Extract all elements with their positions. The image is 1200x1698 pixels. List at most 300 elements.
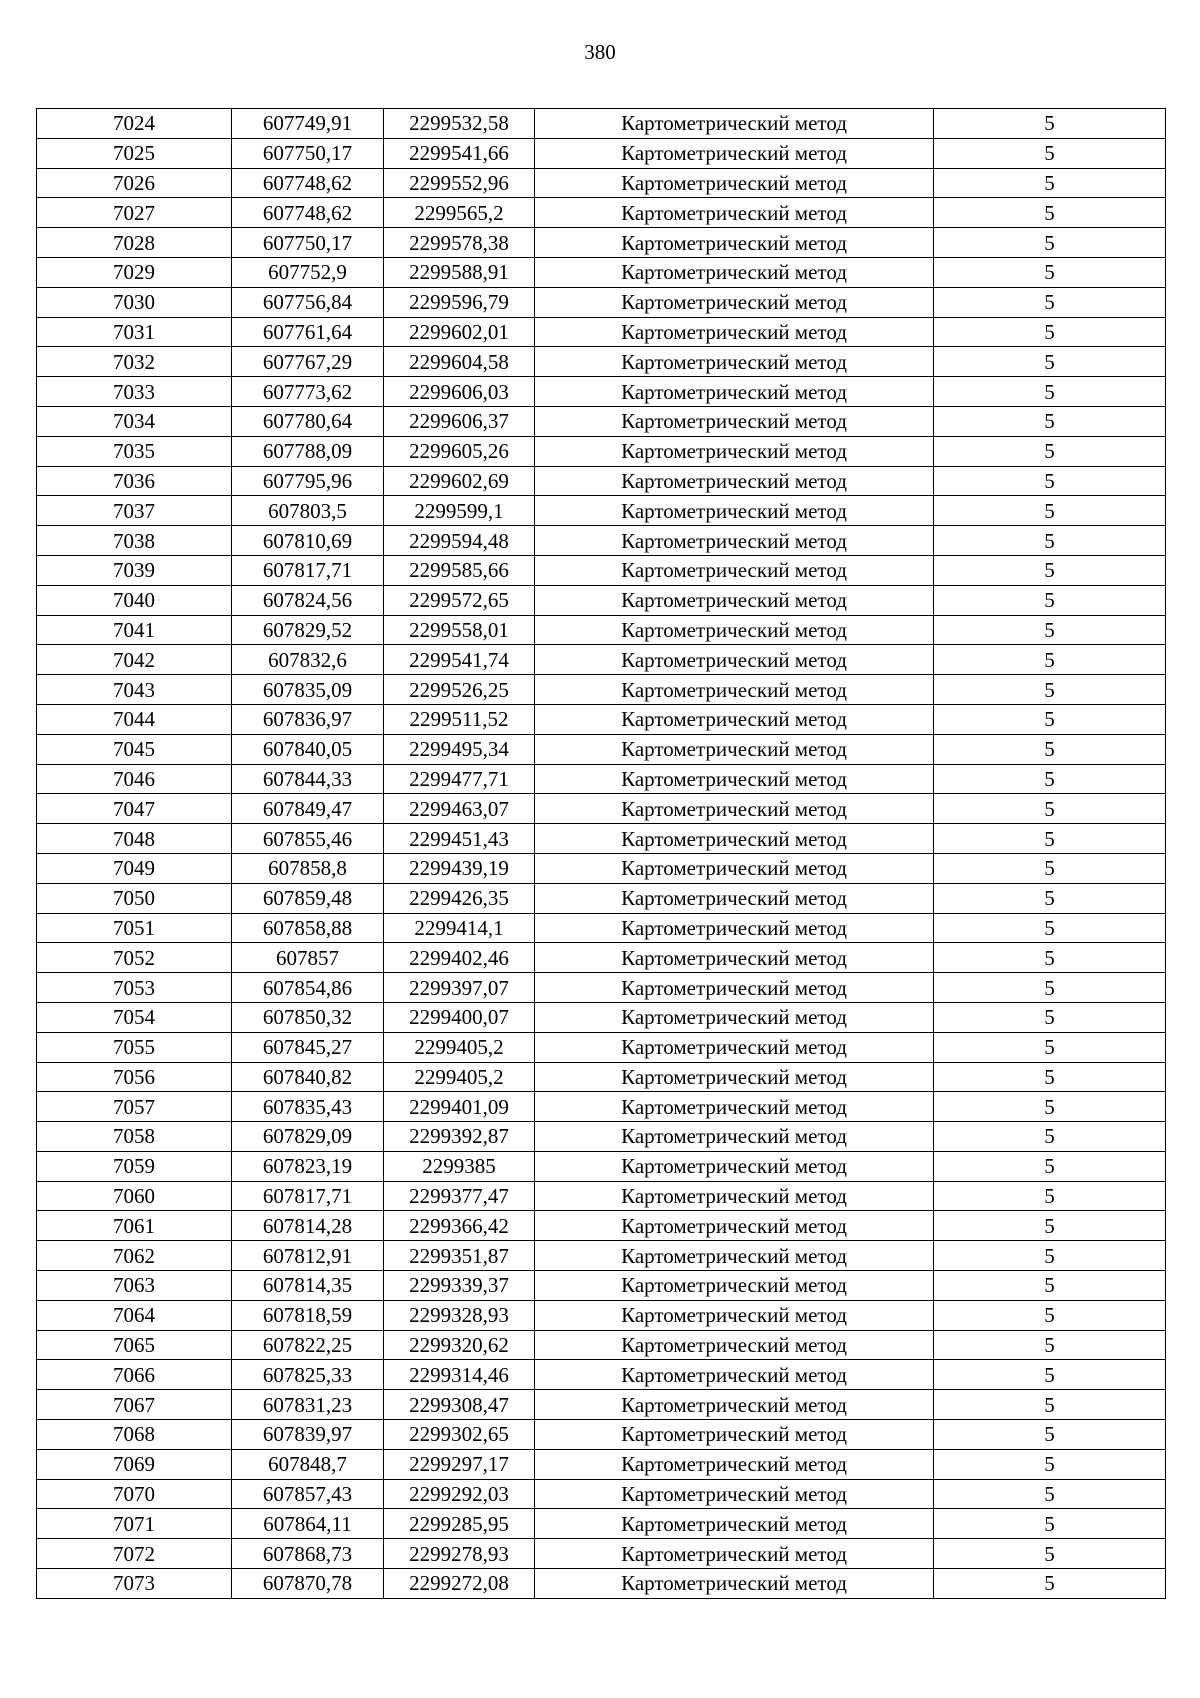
table-row [37, 1151, 1166, 1181]
point-number-cell: 7066 [37, 1360, 232, 1390]
point-number-cell: 7036 [37, 466, 232, 496]
x-coordinate-cell: 607835,43 [232, 1092, 384, 1122]
point-number-cell: 7032 [37, 347, 232, 377]
y-coordinate-cell: 2299405,2 [384, 1032, 535, 1062]
point-number-cell: 7060 [37, 1181, 232, 1211]
point-number-cell: 7058 [37, 1122, 232, 1152]
method-cell: Картометрический метод [535, 1092, 934, 1122]
table-row [37, 1271, 1166, 1301]
point-number-cell: 7035 [37, 436, 232, 466]
accuracy-cell: 5 [934, 585, 1166, 615]
accuracy-cell: 5 [934, 913, 1166, 943]
method-cell: Картометрический метод [535, 1360, 934, 1390]
y-coordinate-cell: 2299285,95 [384, 1509, 535, 1539]
method-cell: Картометрический метод [535, 1122, 934, 1152]
y-coordinate-cell: 2299366,42 [384, 1211, 535, 1241]
y-coordinate-cell: 2299552,96 [384, 168, 535, 198]
x-coordinate-cell: 607748,62 [232, 198, 384, 228]
table-row [37, 1569, 1166, 1599]
x-coordinate-cell: 607868,73 [232, 1539, 384, 1569]
y-coordinate-cell: 2299602,69 [384, 466, 535, 496]
y-coordinate-cell: 2299605,26 [384, 436, 535, 466]
point-number-cell: 7024 [37, 109, 232, 139]
y-coordinate-cell: 2299439,19 [384, 853, 535, 883]
method-cell: Картометрический метод [535, 377, 934, 407]
table-row [37, 287, 1166, 317]
accuracy-cell: 5 [934, 1062, 1166, 1092]
y-coordinate-cell: 2299596,79 [384, 287, 535, 317]
accuracy-cell: 5 [934, 555, 1166, 585]
x-coordinate-cell: 607840,05 [232, 734, 384, 764]
method-cell: Картометрический метод [535, 1002, 934, 1032]
accuracy-cell: 5 [934, 109, 1166, 139]
accuracy-cell: 5 [934, 138, 1166, 168]
x-coordinate-cell: 607850,32 [232, 1002, 384, 1032]
accuracy-cell: 5 [934, 1449, 1166, 1479]
y-coordinate-cell: 2299302,65 [384, 1420, 535, 1450]
accuracy-cell: 5 [934, 645, 1166, 675]
table-row [37, 615, 1166, 645]
x-coordinate-cell: 607864,11 [232, 1509, 384, 1539]
accuracy-cell: 5 [934, 377, 1166, 407]
x-coordinate-cell: 607822,25 [232, 1330, 384, 1360]
accuracy-cell: 5 [934, 1181, 1166, 1211]
table-row [37, 883, 1166, 913]
point-number-cell: 7037 [37, 496, 232, 526]
y-coordinate-cell: 2299495,34 [384, 734, 535, 764]
method-cell: Картометрический метод [535, 1479, 934, 1509]
accuracy-cell: 5 [934, 198, 1166, 228]
point-number-cell: 7038 [37, 526, 232, 556]
y-coordinate-cell: 2299532,58 [384, 109, 535, 139]
method-cell: Картометрический метод [535, 943, 934, 973]
method-cell: Картометрический метод [535, 287, 934, 317]
method-cell: Картометрический метод [535, 1032, 934, 1062]
accuracy-cell: 5 [934, 1390, 1166, 1420]
table-row [37, 794, 1166, 824]
method-cell: Картометрический метод [535, 794, 934, 824]
y-coordinate-cell: 2299585,66 [384, 555, 535, 585]
x-coordinate-cell: 607858,8 [232, 853, 384, 883]
x-coordinate-cell: 607761,64 [232, 317, 384, 347]
y-coordinate-cell: 2299477,71 [384, 764, 535, 794]
point-number-cell: 7059 [37, 1151, 232, 1181]
x-coordinate-cell: 607780,64 [232, 406, 384, 436]
accuracy-cell: 5 [934, 1360, 1166, 1390]
x-coordinate-cell: 607844,33 [232, 764, 384, 794]
y-coordinate-cell: 2299405,2 [384, 1062, 535, 1092]
table-row [37, 585, 1166, 615]
x-coordinate-cell: 607831,23 [232, 1390, 384, 1420]
x-coordinate-cell: 607858,88 [232, 913, 384, 943]
y-coordinate-cell: 2299351,87 [384, 1241, 535, 1271]
point-number-cell: 7053 [37, 973, 232, 1003]
method-cell: Картометрический метод [535, 1181, 934, 1211]
accuracy-cell: 5 [934, 704, 1166, 734]
method-cell: Картометрический метод [535, 555, 934, 585]
point-number-cell: 7033 [37, 377, 232, 407]
method-cell: Картометрический метод [535, 1420, 934, 1450]
x-coordinate-cell: 607848,7 [232, 1449, 384, 1479]
method-cell: Картометрический метод [535, 406, 934, 436]
table-row [37, 555, 1166, 585]
table-row [37, 1002, 1166, 1032]
x-coordinate-cell: 607870,78 [232, 1569, 384, 1599]
y-coordinate-cell: 2299414,1 [384, 913, 535, 943]
method-cell: Картометрический метод [535, 347, 934, 377]
y-coordinate-cell: 2299392,87 [384, 1122, 535, 1152]
point-number-cell: 7047 [37, 794, 232, 824]
y-coordinate-cell: 2299572,65 [384, 585, 535, 615]
point-number-cell: 7039 [37, 555, 232, 585]
method-cell: Картометрический метод [535, 883, 934, 913]
x-coordinate-cell: 607748,62 [232, 168, 384, 198]
method-cell: Картометрический метод [535, 615, 934, 645]
accuracy-cell: 5 [934, 496, 1166, 526]
point-number-cell: 7061 [37, 1211, 232, 1241]
method-cell: Картометрический метод [535, 764, 934, 794]
method-cell: Картометрический метод [535, 1211, 934, 1241]
point-number-cell: 7043 [37, 675, 232, 705]
y-coordinate-cell: 2299599,1 [384, 496, 535, 526]
point-number-cell: 7027 [37, 198, 232, 228]
accuracy-cell: 5 [934, 794, 1166, 824]
x-coordinate-cell: 607840,82 [232, 1062, 384, 1092]
method-cell: Картометрический метод [535, 1300, 934, 1330]
point-number-cell: 7073 [37, 1569, 232, 1599]
accuracy-cell: 5 [934, 764, 1166, 794]
accuracy-cell: 5 [934, 1241, 1166, 1271]
y-coordinate-cell: 2299397,07 [384, 973, 535, 1003]
method-cell: Картометрический метод [535, 1569, 934, 1599]
method-cell: Картометрический метод [535, 257, 934, 287]
point-number-cell: 7070 [37, 1479, 232, 1509]
table-row [37, 704, 1166, 734]
x-coordinate-cell: 607823,19 [232, 1151, 384, 1181]
point-number-cell: 7028 [37, 228, 232, 258]
accuracy-cell: 5 [934, 257, 1166, 287]
method-cell: Картометрический метод [535, 973, 934, 1003]
x-coordinate-cell: 607839,97 [232, 1420, 384, 1450]
x-coordinate-cell: 607749,91 [232, 109, 384, 139]
method-cell: Картометрический метод [535, 734, 934, 764]
point-number-cell: 7048 [37, 824, 232, 854]
table-row [37, 1360, 1166, 1390]
table-row [37, 943, 1166, 973]
x-coordinate-cell: 607795,96 [232, 466, 384, 496]
table-row [37, 496, 1166, 526]
point-number-cell: 7063 [37, 1271, 232, 1301]
accuracy-cell: 5 [934, 1509, 1166, 1539]
table-row [37, 1032, 1166, 1062]
table-row [37, 1062, 1166, 1092]
y-coordinate-cell: 2299339,37 [384, 1271, 535, 1301]
accuracy-cell: 5 [934, 1569, 1166, 1599]
y-coordinate-cell: 2299463,07 [384, 794, 535, 824]
accuracy-cell: 5 [934, 228, 1166, 258]
point-number-cell: 7031 [37, 317, 232, 347]
accuracy-cell: 5 [934, 1539, 1166, 1569]
table-row [37, 1122, 1166, 1152]
method-cell: Картометрический метод [535, 1241, 934, 1271]
method-cell: Картометрический метод [535, 675, 934, 705]
x-coordinate-cell: 607854,86 [232, 973, 384, 1003]
point-number-cell: 7067 [37, 1390, 232, 1420]
y-coordinate-cell: 2299385 [384, 1151, 535, 1181]
x-coordinate-cell: 607788,09 [232, 436, 384, 466]
method-cell: Картометрический метод [535, 1449, 934, 1479]
x-coordinate-cell: 607803,5 [232, 496, 384, 526]
x-coordinate-cell: 607824,56 [232, 585, 384, 615]
accuracy-cell: 5 [934, 1300, 1166, 1330]
table-row [37, 764, 1166, 794]
accuracy-cell: 5 [934, 347, 1166, 377]
x-coordinate-cell: 607752,9 [232, 257, 384, 287]
x-coordinate-cell: 607767,29 [232, 347, 384, 377]
accuracy-cell: 5 [934, 287, 1166, 317]
x-coordinate-cell: 607750,17 [232, 228, 384, 258]
y-coordinate-cell: 2299541,66 [384, 138, 535, 168]
y-coordinate-cell: 2299606,37 [384, 406, 535, 436]
x-coordinate-cell: 607857 [232, 943, 384, 973]
y-coordinate-cell: 2299320,62 [384, 1330, 535, 1360]
method-cell: Картометрический метод [535, 526, 934, 556]
x-coordinate-cell: 607835,09 [232, 675, 384, 705]
table-row [37, 406, 1166, 436]
table-row [37, 1539, 1166, 1569]
y-coordinate-cell: 2299511,52 [384, 704, 535, 734]
table-row [37, 1390, 1166, 1420]
table-row [37, 198, 1166, 228]
accuracy-cell: 5 [934, 1330, 1166, 1360]
x-coordinate-cell: 607750,17 [232, 138, 384, 168]
accuracy-cell: 5 [934, 1271, 1166, 1301]
accuracy-cell: 5 [934, 824, 1166, 854]
point-number-cell: 7051 [37, 913, 232, 943]
point-number-cell: 7026 [37, 168, 232, 198]
accuracy-cell: 5 [934, 675, 1166, 705]
accuracy-cell: 5 [934, 734, 1166, 764]
accuracy-cell: 5 [934, 436, 1166, 466]
table-row [37, 1509, 1166, 1539]
table-row [37, 913, 1166, 943]
table-row [37, 466, 1166, 496]
page-number: 380 [584, 40, 616, 64]
y-coordinate-cell: 2299426,35 [384, 883, 535, 913]
method-cell: Картометрический метод [535, 913, 934, 943]
y-coordinate-cell: 2299541,74 [384, 645, 535, 675]
method-cell: Картометрический метод [535, 317, 934, 347]
table-row [37, 1211, 1166, 1241]
point-number-cell: 7064 [37, 1300, 232, 1330]
x-coordinate-cell: 607829,09 [232, 1122, 384, 1152]
point-number-cell: 7030 [37, 287, 232, 317]
accuracy-cell: 5 [934, 943, 1166, 973]
point-number-cell: 7071 [37, 1509, 232, 1539]
table-row [37, 109, 1166, 139]
point-number-cell: 7065 [37, 1330, 232, 1360]
point-number-cell: 7029 [37, 257, 232, 287]
x-coordinate-cell: 607845,27 [232, 1032, 384, 1062]
accuracy-cell: 5 [934, 973, 1166, 1003]
y-coordinate-cell: 2299402,46 [384, 943, 535, 973]
table-row [37, 377, 1166, 407]
point-number-cell: 7045 [37, 734, 232, 764]
table-row [37, 853, 1166, 883]
accuracy-cell: 5 [934, 406, 1166, 436]
accuracy-cell: 5 [934, 615, 1166, 645]
x-coordinate-cell: 607773,62 [232, 377, 384, 407]
y-coordinate-cell: 2299308,47 [384, 1390, 535, 1420]
table-row [37, 1449, 1166, 1479]
x-coordinate-cell: 607812,91 [232, 1241, 384, 1271]
x-coordinate-cell: 607857,43 [232, 1479, 384, 1509]
point-number-cell: 7050 [37, 883, 232, 913]
point-number-cell: 7034 [37, 406, 232, 436]
method-cell: Картометрический метод [535, 704, 934, 734]
y-coordinate-cell: 2299292,03 [384, 1479, 535, 1509]
x-coordinate-cell: 607814,35 [232, 1271, 384, 1301]
table-row [37, 1420, 1166, 1450]
point-number-cell: 7055 [37, 1032, 232, 1062]
x-coordinate-cell: 607832,6 [232, 645, 384, 675]
accuracy-cell: 5 [934, 466, 1166, 496]
table-row [37, 1330, 1166, 1360]
table-row [37, 526, 1166, 556]
method-cell: Картометрический метод [535, 198, 934, 228]
point-number-cell: 7042 [37, 645, 232, 675]
method-cell: Картометрический метод [535, 1062, 934, 1092]
x-coordinate-cell: 607836,97 [232, 704, 384, 734]
method-cell: Картометрический метод [535, 853, 934, 883]
point-number-cell: 7054 [37, 1002, 232, 1032]
table-row [37, 1300, 1166, 1330]
point-number-cell: 7046 [37, 764, 232, 794]
point-number-cell: 7062 [37, 1241, 232, 1271]
method-cell: Картометрический метод [535, 1330, 934, 1360]
accuracy-cell: 5 [934, 1002, 1166, 1032]
accuracy-cell: 5 [934, 883, 1166, 913]
method-cell: Картометрический метод [535, 1539, 934, 1569]
method-cell: Картометрический метод [535, 645, 934, 675]
table-row [37, 734, 1166, 764]
point-number-cell: 7057 [37, 1092, 232, 1122]
method-cell: Картометрический метод [535, 1509, 934, 1539]
method-cell: Картометрический метод [535, 496, 934, 526]
table-row [37, 973, 1166, 1003]
method-cell: Картометрический метод [535, 228, 934, 258]
method-cell: Картометрический метод [535, 585, 934, 615]
x-coordinate-cell: 607810,69 [232, 526, 384, 556]
y-coordinate-cell: 2299606,03 [384, 377, 535, 407]
accuracy-cell: 5 [934, 1420, 1166, 1450]
y-coordinate-cell: 2299558,01 [384, 615, 535, 645]
x-coordinate-cell: 607814,28 [232, 1211, 384, 1241]
x-coordinate-cell: 607818,59 [232, 1300, 384, 1330]
table-row [37, 257, 1166, 287]
method-cell: Картометрический метод [535, 466, 934, 496]
y-coordinate-cell: 2299565,2 [384, 198, 535, 228]
x-coordinate-cell: 607829,52 [232, 615, 384, 645]
table-row [37, 138, 1166, 168]
accuracy-cell: 5 [934, 1032, 1166, 1062]
method-cell: Картометрический метод [535, 168, 934, 198]
table-row [37, 675, 1166, 705]
table-row [37, 1241, 1166, 1271]
table-row [37, 228, 1166, 258]
method-cell: Картометрический метод [535, 109, 934, 139]
table-row [37, 1092, 1166, 1122]
method-cell: Картометрический метод [535, 824, 934, 854]
x-coordinate-cell: 607859,48 [232, 883, 384, 913]
table-row [37, 317, 1166, 347]
table-row [37, 168, 1166, 198]
point-number-cell: 7025 [37, 138, 232, 168]
y-coordinate-cell: 2299328,93 [384, 1300, 535, 1330]
table-row [37, 436, 1166, 466]
method-cell: Картометрический метод [535, 1151, 934, 1181]
point-number-cell: 7041 [37, 615, 232, 645]
y-coordinate-cell: 2299451,43 [384, 824, 535, 854]
x-coordinate-cell: 607756,84 [232, 287, 384, 317]
accuracy-cell: 5 [934, 1122, 1166, 1152]
table-row [37, 347, 1166, 377]
y-coordinate-cell: 2299578,38 [384, 228, 535, 258]
y-coordinate-cell: 2299594,48 [384, 526, 535, 556]
coordinates-table [36, 108, 1166, 1599]
y-coordinate-cell: 2299278,93 [384, 1539, 535, 1569]
y-coordinate-cell: 2299526,25 [384, 675, 535, 705]
accuracy-cell: 5 [934, 1211, 1166, 1241]
point-number-cell: 7044 [37, 704, 232, 734]
point-number-cell: 7056 [37, 1062, 232, 1092]
point-number-cell: 7069 [37, 1449, 232, 1479]
y-coordinate-cell: 2299314,46 [384, 1360, 535, 1390]
method-cell: Картометрический метод [535, 1390, 934, 1420]
accuracy-cell: 5 [934, 1092, 1166, 1122]
method-cell: Картометрический метод [535, 1271, 934, 1301]
x-coordinate-cell: 607817,71 [232, 555, 384, 585]
x-coordinate-cell: 607817,71 [232, 1181, 384, 1211]
table-row [37, 645, 1166, 675]
point-number-cell: 7052 [37, 943, 232, 973]
x-coordinate-cell: 607855,46 [232, 824, 384, 854]
point-number-cell: 7049 [37, 853, 232, 883]
accuracy-cell: 5 [934, 526, 1166, 556]
y-coordinate-cell: 2299400,07 [384, 1002, 535, 1032]
method-cell: Картометрический метод [535, 436, 934, 466]
point-number-cell: 7072 [37, 1539, 232, 1569]
method-cell: Картометрический метод [535, 138, 934, 168]
y-coordinate-cell: 2299272,08 [384, 1569, 535, 1599]
accuracy-cell: 5 [934, 853, 1166, 883]
point-number-cell: 7068 [37, 1420, 232, 1450]
point-number-cell: 7040 [37, 585, 232, 615]
accuracy-cell: 5 [934, 1479, 1166, 1509]
coordinates-table-body [37, 109, 1166, 1599]
table-row [37, 1181, 1166, 1211]
x-coordinate-cell: 607849,47 [232, 794, 384, 824]
table-row [37, 824, 1166, 854]
accuracy-cell: 5 [934, 168, 1166, 198]
accuracy-cell: 5 [934, 1151, 1166, 1181]
y-coordinate-cell: 2299377,47 [384, 1181, 535, 1211]
y-coordinate-cell: 2299602,01 [384, 317, 535, 347]
y-coordinate-cell: 2299588,91 [384, 257, 535, 287]
x-coordinate-cell: 607825,33 [232, 1360, 384, 1390]
accuracy-cell: 5 [934, 317, 1166, 347]
y-coordinate-cell: 2299604,58 [384, 347, 535, 377]
